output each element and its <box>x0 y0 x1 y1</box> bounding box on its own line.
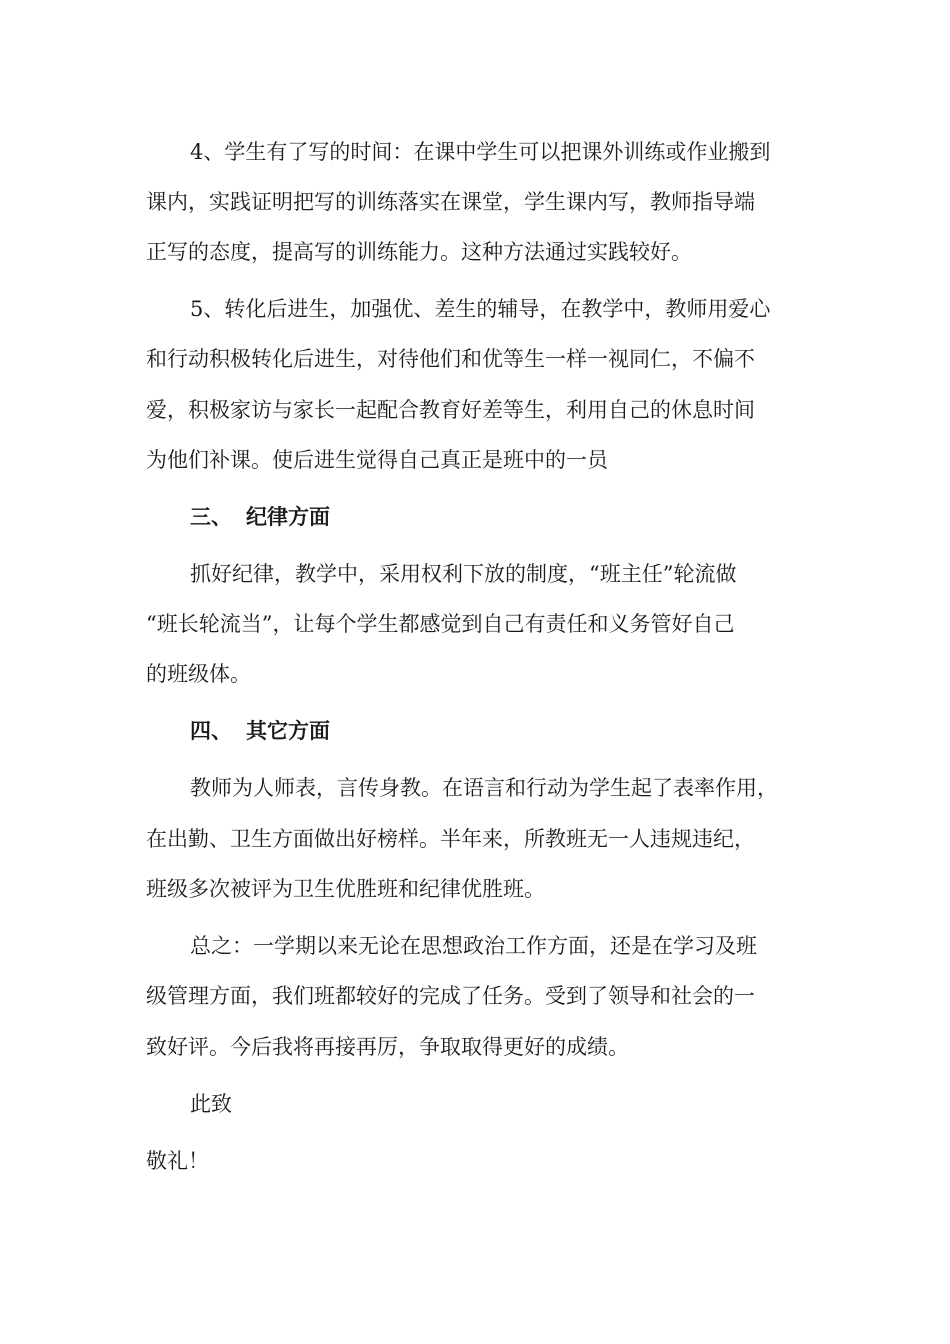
paragraph-5-line-2: 和行动积极转化后进生，对待他们和优等生一样一视同仁，不偏不 <box>146 347 755 371</box>
section-3-title: 纪律方面 <box>246 504 330 529</box>
section-3-number: 三、 <box>190 504 232 529</box>
closing-regards: 敬礼！ <box>146 1149 209 1173</box>
summary-line-3: 致好评。今后我将再接再厉，争取取得更好的成绩。 <box>146 1035 629 1059</box>
summary-line-1: 总之：一学期以来无论在思想政治工作方面，还是在学习及班 <box>190 934 757 958</box>
section-4-heading <box>190 718 330 744</box>
discipline-line-2: “班长轮流当”，让每个学生都感觉到自己有责任和义务管好自己 <box>146 612 735 636</box>
paragraph-5-line-1: 5、转化后进生，加强优、差生的辅导，在教学中，教师用爱心 <box>190 297 771 321</box>
paragraph-4-line-3: 正写的态度，提高写的训练能力。这种方法通过实践较好。 <box>146 240 692 264</box>
other-line-2: 在出勤、卫生方面做出好榜样。半年来，所教班无一人违规违纪， <box>146 827 755 851</box>
paragraph-4-line-2: 课内，实践证明把写的训练落实在课堂，学生课内写，教师指导端 <box>146 190 755 214</box>
paragraph-4-line-1: 4、学生有了写的时间：在课中学生可以把课外训练或作业搬到 <box>190 140 771 164</box>
closing-salutation: 此致 <box>190 1092 232 1116</box>
other-line-1: 教师为人师表，言传身教。在语言和行动为学生起了表率作用， <box>190 776 778 800</box>
section-3-heading <box>190 504 330 530</box>
paragraph-5-line-3: 爱，积极家访与家长一起配合教育好差等生，利用自己的休息时间 <box>146 398 755 422</box>
discipline-line-3: 的班级体。 <box>146 662 251 686</box>
discipline-line-1: 抓好纪律，教学中，采用权利下放的制度，“班主任”轮流做 <box>190 562 737 586</box>
section-4-title: 其它方面 <box>246 718 330 743</box>
section-4-number: 四、 <box>190 718 232 743</box>
other-line-3: 班级多次被评为卫生优胜班和纪律优胜班。 <box>146 877 545 901</box>
paragraph-5-line-4: 为他们补课。使后进生觉得自己真正是班中的一员 <box>146 448 608 472</box>
summary-line-2: 级管理方面，我们班都较好的完成了任务。受到了领导和社会的一 <box>146 984 755 1008</box>
